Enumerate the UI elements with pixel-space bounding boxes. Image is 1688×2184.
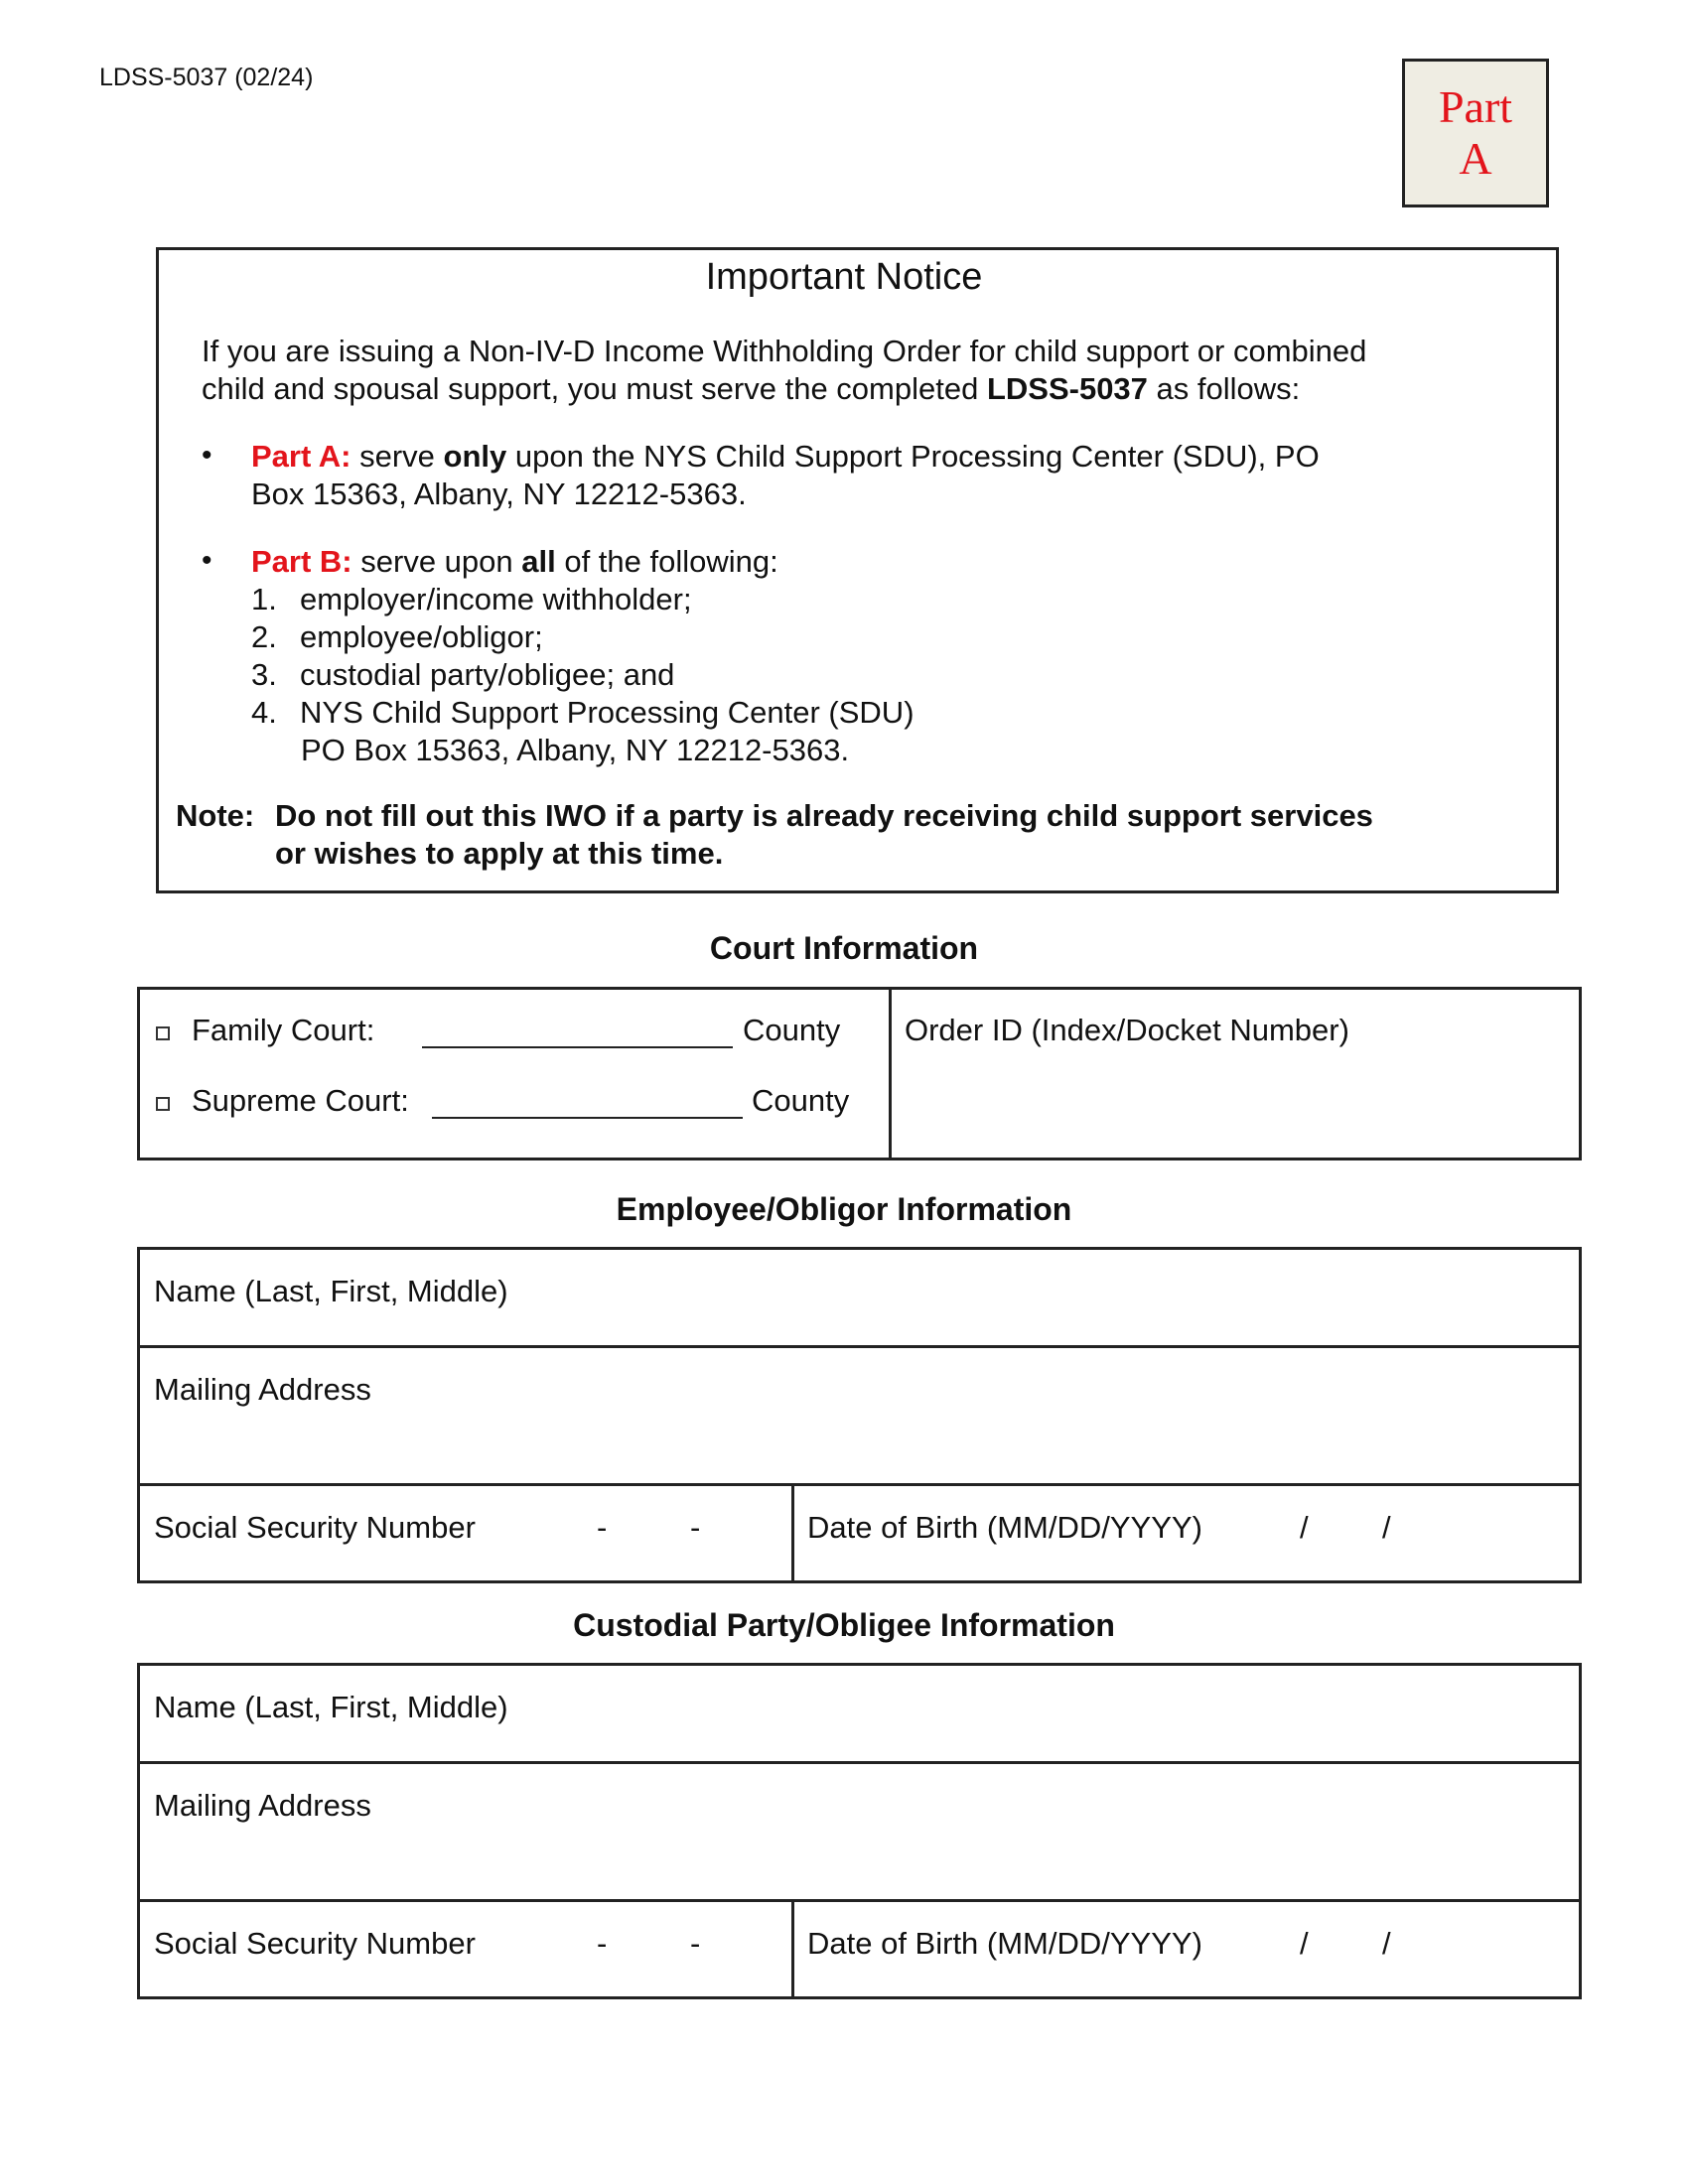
part-badge-line2: A [1459, 133, 1492, 184]
dob-separator: / [1300, 1926, 1309, 1961]
note-line2: or wishes to apply at this time. [275, 836, 724, 871]
part-b-line1 [251, 543, 778, 581]
note-line1: Do not fill out this IWO if a party is already receiving child support services [275, 798, 1373, 833]
part-b-item-num: 4. [251, 695, 277, 730]
custodial-ssn-label: Social Security Number [154, 1926, 476, 1961]
intro-form-code: LDSS-5037 [986, 371, 1148, 406]
form-id: LDSS-5037 (02/24) [99, 64, 314, 91]
part-b-item-text: custodial party/obligee; and [300, 657, 675, 692]
part-a-line1 [251, 438, 1320, 476]
part-a-bold: only [443, 439, 507, 474]
part-b-bold: all [521, 544, 556, 579]
part-b-item-num: 1. [251, 582, 277, 616]
notice-intro-line2 [202, 370, 1300, 408]
custodial-name-label: Name (Last, First, Middle) [154, 1690, 508, 1724]
part-b-item-text: employee/obligor; [300, 619, 543, 654]
family-court-label: Family Court: [192, 1013, 375, 1047]
supreme-court-checkbox[interactable] [156, 1097, 170, 1111]
notice-intro-line1: If you are issuing a Non-IV-D Income Withholding Order for child support or combined [202, 334, 1367, 368]
employee-row-divider [137, 1483, 1582, 1486]
family-court-checkbox[interactable] [156, 1026, 170, 1040]
bullet-icon: • [202, 439, 212, 472]
intro-pre: child and spousal support, you must serve the completed [202, 371, 987, 406]
supreme-county-label: County [752, 1083, 850, 1118]
order-id-label: Order ID (Index/Docket Number) [905, 1013, 1349, 1047]
bullet-icon: • [202, 544, 212, 577]
dob-separator: / [1382, 1510, 1391, 1545]
court-divider [889, 987, 892, 1160]
custodial-dob-label: Date of Birth (MM/DD/YYYY) [807, 1926, 1202, 1961]
employee-dob-label: Date of Birth (MM/DD/YYYY) [807, 1510, 1202, 1545]
ssn-separator: - [597, 1926, 608, 1961]
court-info-title: Court Information [709, 930, 979, 966]
family-court-county-field[interactable] [422, 1046, 733, 1048]
part-badge-line1: Part [1438, 81, 1513, 132]
employee-info-title: Employee/Obligor Information [616, 1191, 1072, 1227]
part-b-item-num: 2. [251, 619, 277, 654]
dob-separator: / [1382, 1926, 1391, 1961]
part-b-item4-line2: PO Box 15363, Albany, NY 12212-5363. [301, 733, 850, 767]
employee-row-divider [137, 1345, 1582, 1348]
part-a-pre: serve [351, 439, 444, 474]
supreme-court-county-field[interactable] [432, 1117, 743, 1119]
supreme-court-label: Supreme Court: [192, 1083, 409, 1118]
employee-name-label: Name (Last, First, Middle) [154, 1274, 508, 1308]
part-b-pre: serve upon [352, 544, 522, 579]
employee-col-divider [791, 1483, 794, 1583]
part-b-item-text: NYS Child Support Processing Center (SDU) [300, 695, 914, 730]
notice-title: Important Notice [705, 256, 983, 298]
employee-address-label: Mailing Address [154, 1372, 371, 1407]
intro-post: as follows: [1147, 371, 1301, 406]
ssn-separator: - [690, 1926, 701, 1961]
part-b-item-num: 3. [251, 657, 277, 692]
employee-ssn-label: Social Security Number [154, 1510, 476, 1545]
custodial-col-divider [791, 1899, 794, 1999]
part-badge [1402, 59, 1549, 207]
note-label: Note: [176, 798, 255, 833]
part-a-label: Part A: [251, 439, 352, 474]
custodial-row-divider [137, 1761, 1582, 1764]
dob-separator: / [1300, 1510, 1309, 1545]
part-a-post: upon the NYS Child Support Processing Center (SDU), PO [506, 439, 1320, 474]
ssn-separator: - [690, 1510, 701, 1545]
custodial-row-divider [137, 1899, 1582, 1902]
ssn-separator: - [597, 1510, 608, 1545]
custodial-info-title: Custodial Party/Obligee Information [573, 1607, 1115, 1643]
part-b-item-text: employer/income withholder; [300, 582, 692, 616]
family-county-label: County [743, 1013, 841, 1047]
part-b-post: of the following: [555, 544, 778, 579]
part-a-line2: Box 15363, Albany, NY 12212-5363. [251, 477, 747, 511]
custodial-address-label: Mailing Address [154, 1788, 371, 1823]
part-b-label: Part B: [251, 544, 352, 579]
